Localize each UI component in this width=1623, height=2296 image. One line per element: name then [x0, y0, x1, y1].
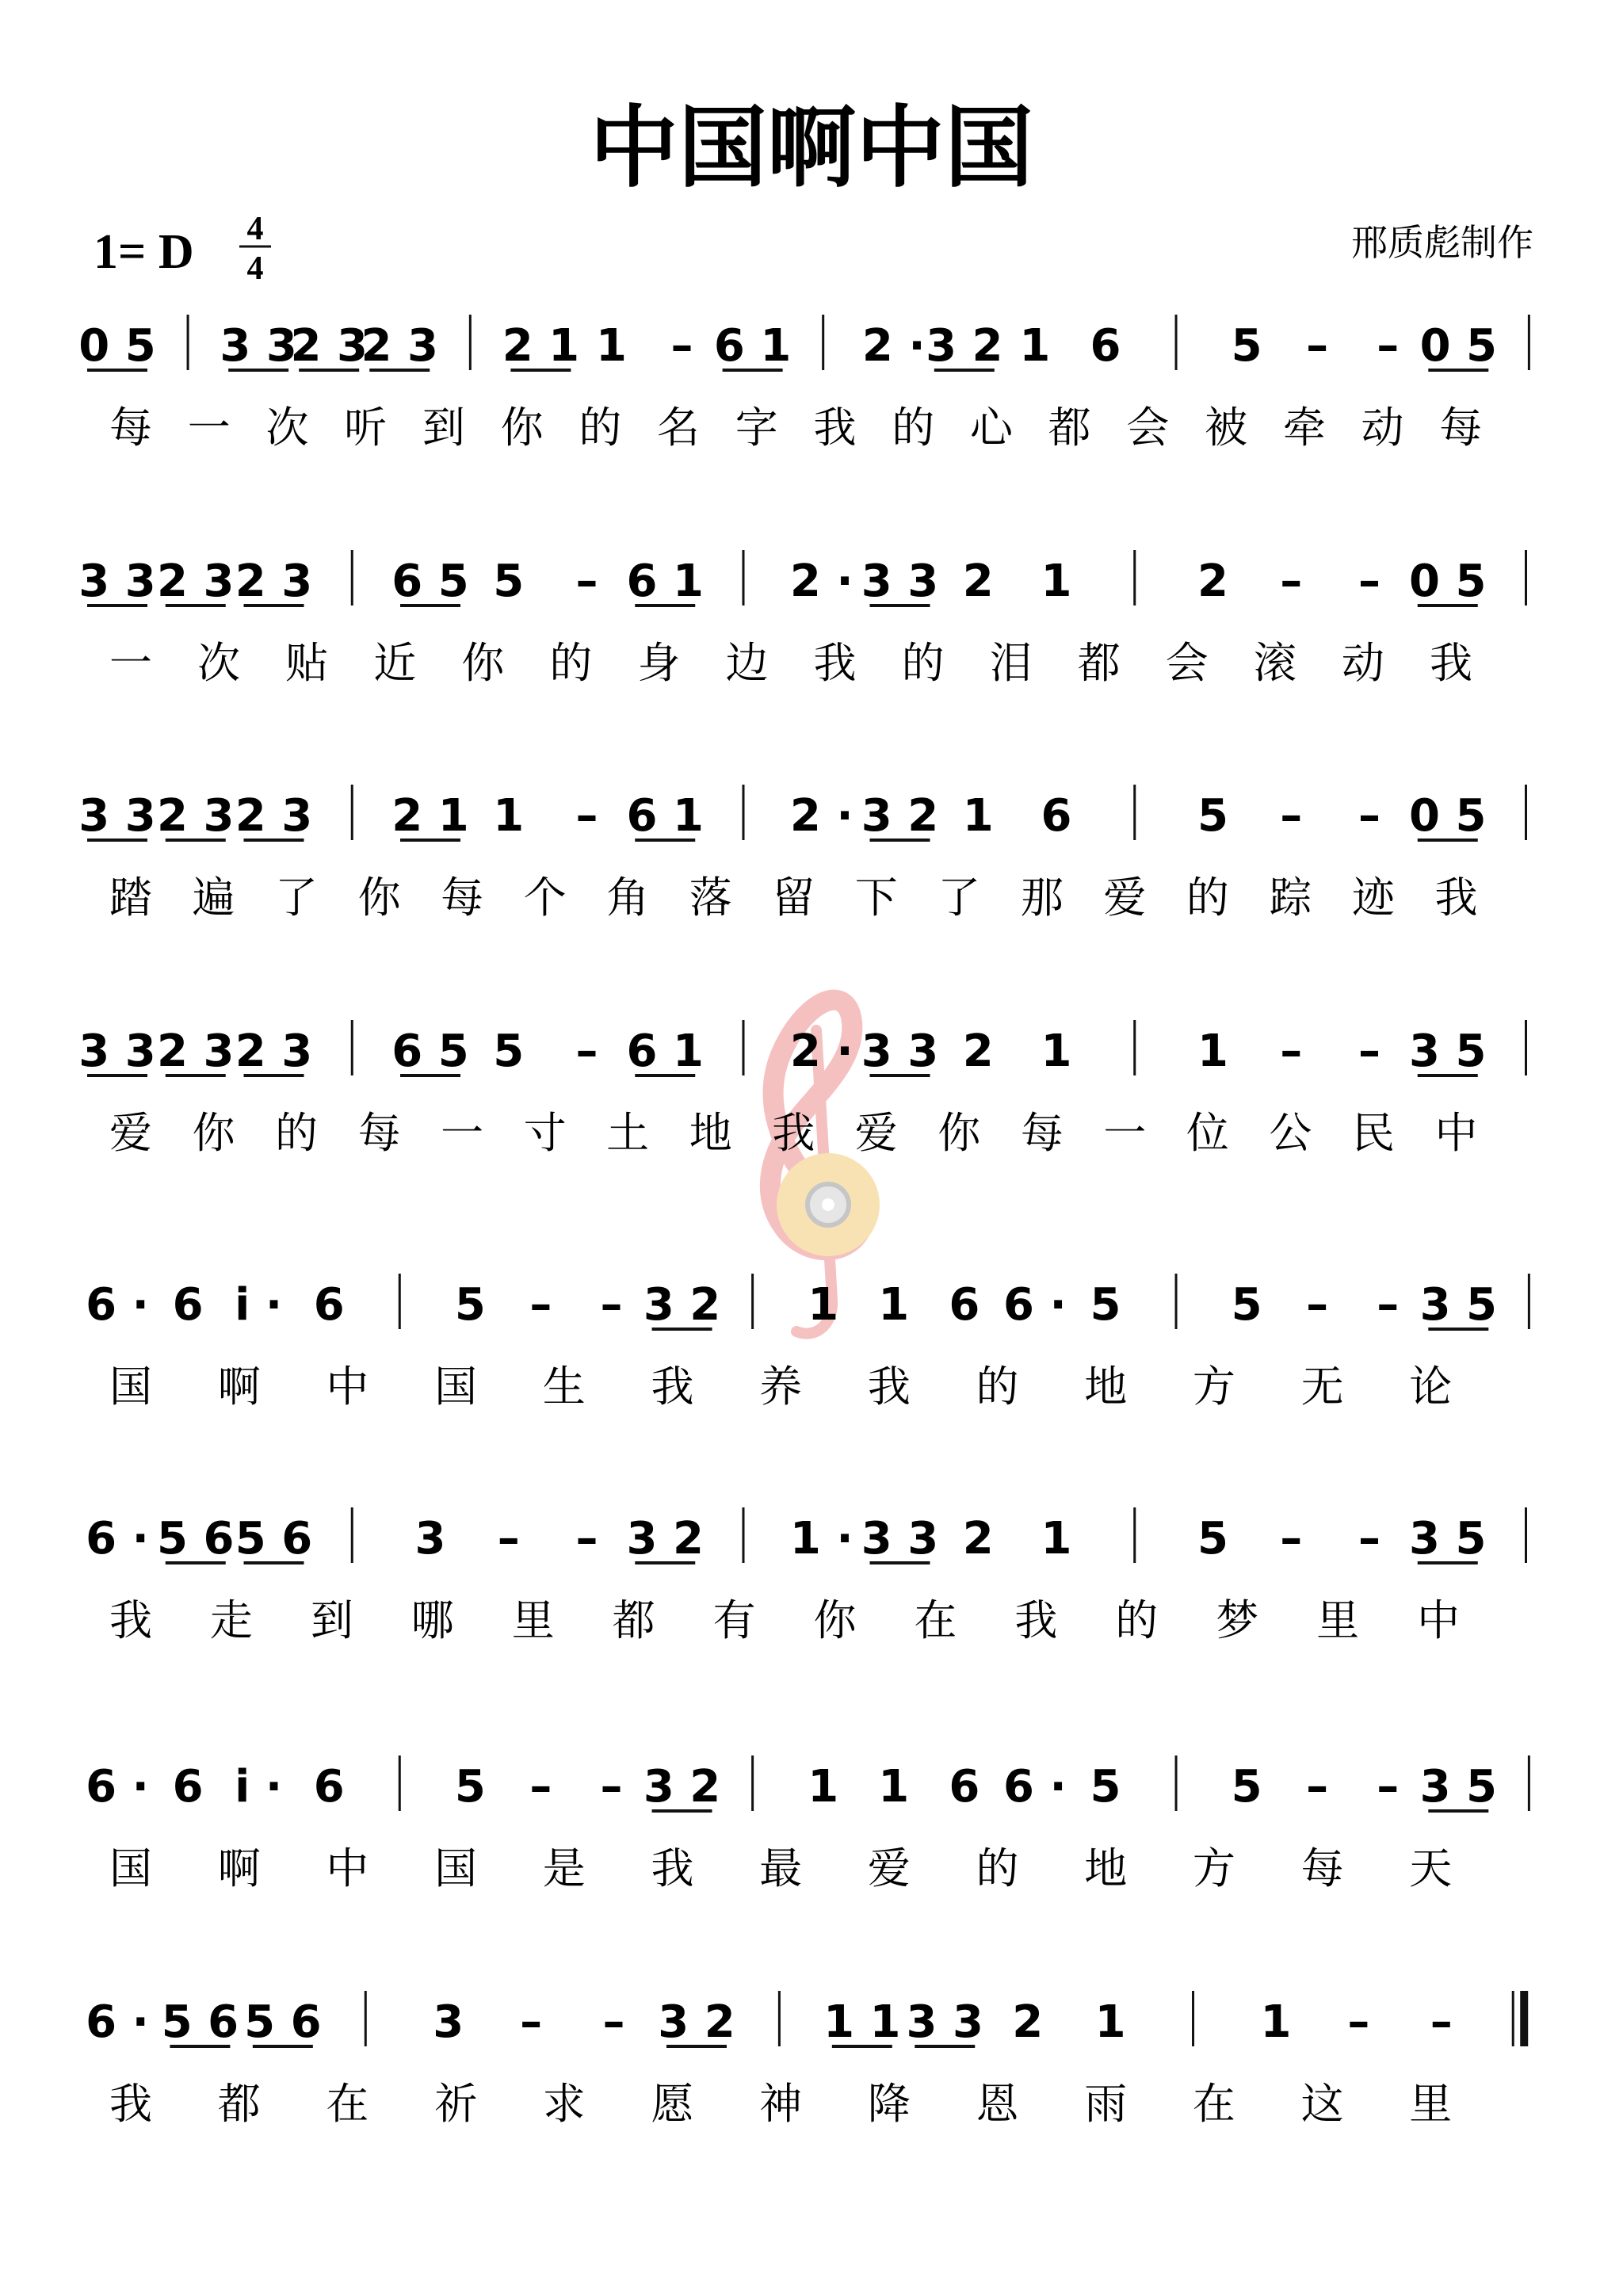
lyric-char: 在 [1192, 2079, 1235, 2129]
note: 1 [878, 1279, 910, 1331]
note-dash: – [1306, 1279, 1329, 1331]
note: 2 [1197, 556, 1228, 607]
note-dash: – [1306, 320, 1329, 372]
note-dash: – [1377, 1279, 1400, 1331]
lyric-char: 国 [109, 1843, 152, 1893]
lyric-char: 会 [1165, 638, 1209, 688]
lyric-char: 那 [1020, 873, 1064, 923]
note: 2 [962, 1513, 994, 1564]
note: 3 [414, 1513, 446, 1564]
note-dash: – [1358, 790, 1381, 842]
lyric-char: 心 [969, 403, 1013, 453]
lyric-char: 里 [511, 1595, 555, 1645]
lyric-char: 民 [1351, 1108, 1395, 1158]
score-system [78, 315, 1529, 453]
note-dash: – [602, 1996, 625, 2048]
note: 3 3 [861, 1513, 939, 1564]
note: 2 3 [235, 1026, 313, 1077]
note: 5 [1231, 1279, 1262, 1331]
note: 2 · [789, 790, 854, 842]
note: 2 3 [157, 556, 235, 607]
note-dash: – [1358, 1513, 1381, 1564]
lyric-char: 一 [109, 638, 152, 688]
lyric-char: 都 [217, 2079, 261, 2129]
note-dash: – [1280, 1513, 1303, 1564]
lyric-char: 动 [1361, 403, 1404, 453]
lyric-char: 中 [326, 1843, 369, 1893]
lyric-char: 名 [657, 403, 701, 453]
note: 6 · [86, 1761, 149, 1813]
lyric-char: 身 [637, 638, 681, 688]
score-system [86, 1755, 1529, 1893]
lyric-char: 到 [310, 1595, 353, 1645]
score-system [86, 1991, 1524, 2129]
lyric-char: 养 [759, 1362, 803, 1412]
lyric-char: 位 [1186, 1108, 1229, 1158]
note: 0 5 [78, 320, 156, 372]
score-system [86, 1274, 1529, 1412]
lyric-char: 每 [1300, 1843, 1344, 1893]
note: 6 · [86, 1996, 149, 2048]
note-dash: – [1377, 320, 1400, 372]
lyric-char: 的 [579, 403, 622, 453]
note: 1 [1197, 1026, 1228, 1077]
note: 5 [1197, 790, 1228, 842]
lyric-char: 我 [651, 1843, 694, 1893]
note: 3 3 [78, 790, 156, 842]
lyric-char: 动 [1341, 638, 1384, 688]
note: 6 [1090, 320, 1121, 372]
lyric-char: 我 [772, 1108, 815, 1158]
note: 3 3 [78, 556, 156, 607]
lyric-char: 你 [813, 1595, 857, 1645]
note-dash: – [529, 1761, 552, 1813]
score-system [78, 550, 1526, 688]
note-dash: – [1347, 1996, 1370, 2048]
note: 5 [1231, 320, 1262, 372]
lyric-char: 恩 [976, 2079, 1019, 2129]
note: 5 6 [157, 1513, 235, 1564]
note: 3 3 [861, 1026, 939, 1077]
note: 1 [808, 1279, 839, 1331]
lyric-char: 迹 [1351, 873, 1395, 923]
key-signature: 1= D [94, 225, 194, 279]
note: 6 · [1003, 1279, 1067, 1331]
note: 6 [949, 1761, 980, 1813]
note: 1 [808, 1761, 839, 1813]
lyric-char: 国 [434, 1843, 478, 1893]
note: 3 2 [626, 1513, 704, 1564]
lyric-char: 了 [275, 873, 319, 923]
note: 6 [172, 1761, 204, 1813]
lyric-char: 都 [1048, 403, 1091, 453]
note: 1 [962, 790, 994, 842]
lyric-char: 留 [772, 873, 815, 923]
note: 5 [1231, 1761, 1262, 1813]
note: 1 · [789, 1513, 854, 1564]
note: 5 6 [161, 1996, 239, 2048]
note: 3 3 [78, 1026, 156, 1077]
note-dash: – [575, 1513, 598, 1564]
lyric-char: 每 [1020, 1108, 1064, 1158]
lyric-char: 滚 [1253, 638, 1296, 688]
note: 2 3 [235, 556, 313, 607]
note: 3 2 [861, 790, 939, 842]
lyric-char: 的 [549, 638, 593, 688]
note: 6 1 [713, 320, 792, 372]
note: 6 1 [626, 556, 704, 607]
note: 5 [493, 1026, 525, 1077]
note-dash: – [497, 1513, 520, 1564]
lyric-char: 踪 [1269, 873, 1312, 923]
song-title: 中国啊中国 [590, 97, 1033, 200]
note: 2 1 [391, 790, 469, 842]
lyric-char: 啊 [217, 1843, 261, 1893]
lyric-char: 有 [712, 1595, 756, 1645]
note: 6 · [86, 1279, 149, 1331]
note: 6 [1041, 790, 1072, 842]
note: 5 [1090, 1761, 1121, 1813]
lyric-char: 我 [1014, 1595, 1058, 1645]
lyric-char: 我 [813, 638, 857, 688]
lyric-char: 祈 [434, 2079, 478, 2129]
note: 1 [1260, 1996, 1292, 2048]
note: 3 2 [643, 1761, 721, 1813]
note: 2 [1012, 1996, 1044, 2048]
lyric-char: 我 [651, 1362, 694, 1412]
lyric-char: 你 [461, 638, 505, 688]
note: 0 5 [1419, 320, 1498, 372]
lyric-char: 神 [759, 2079, 803, 2129]
note-dash: – [1358, 556, 1381, 607]
lyric-char: 爱 [867, 1843, 911, 1893]
lyric-char: 落 [689, 873, 732, 923]
arranger-credit: 邢质彪制作 [1351, 221, 1533, 264]
lyric-char: 雨 [1084, 2079, 1128, 2129]
note: 6 [949, 1279, 980, 1331]
lyric-char: 地 [689, 1108, 732, 1158]
lyric-char: 天 [1409, 1843, 1453, 1893]
lyric-char: 角 [606, 873, 650, 923]
time-signature [239, 211, 271, 287]
lyric-char: 近 [373, 638, 417, 688]
note: 2 [962, 1026, 994, 1077]
note-dash: – [1358, 1026, 1381, 1077]
lyric-char: 走 [209, 1595, 253, 1645]
note: 6 · [86, 1513, 149, 1564]
note-dash: – [575, 790, 598, 842]
lyric-char: 你 [192, 1108, 235, 1158]
note: 2 3 [290, 320, 368, 372]
lyric-char: 我 [1434, 873, 1478, 923]
lyric-char: 地 [1084, 1843, 1128, 1893]
note: 6 [313, 1761, 345, 1813]
lyric-char: 里 [1409, 2079, 1453, 2129]
note-dash: – [1377, 1761, 1400, 1813]
lyric-char: 的 [901, 638, 945, 688]
lyric-char: 公 [1269, 1108, 1312, 1158]
lyric-char: 字 [735, 403, 778, 453]
lyric-char: 每 [109, 403, 152, 453]
lyric-char: 最 [759, 1843, 803, 1893]
lyric-char: 一 [187, 403, 231, 453]
note: 5 [1090, 1279, 1121, 1331]
lyric-char: 地 [1084, 1362, 1128, 1412]
lyric-char: 被 [1205, 403, 1248, 453]
lyric-char: 里 [1316, 1595, 1360, 1645]
lyric-char: 次 [197, 638, 241, 688]
lyric-char: 听 [344, 403, 388, 453]
note: i · [235, 1279, 283, 1331]
lyric-char: 我 [1429, 638, 1472, 688]
score-system [78, 1020, 1526, 1158]
lyric-char: 到 [422, 403, 465, 453]
lyric-char: 这 [1300, 2079, 1344, 2129]
note: 2 3 [157, 1026, 235, 1077]
note-dash: – [529, 1279, 552, 1331]
note: 2 · [861, 320, 926, 372]
lyric-char: 下 [854, 873, 898, 923]
lyric-char: 我 [867, 1362, 911, 1412]
note: 1 1 [823, 1996, 901, 2048]
note: 3 5 [1409, 1026, 1487, 1077]
lyric-char: 方 [1192, 1843, 1235, 1893]
note: 5 [1197, 1513, 1228, 1564]
note: 3 3 [220, 320, 297, 372]
lyric-char: 寸 [523, 1108, 567, 1158]
note: 6 1 [626, 790, 704, 842]
lyric-char: 你 [500, 403, 544, 453]
lyric-char: 在 [326, 2079, 369, 2129]
lyric-char: 降 [867, 2079, 911, 2129]
lyric-char: 我 [813, 403, 857, 453]
lyric-char: 哪 [411, 1595, 454, 1645]
score-system [86, 1507, 1526, 1645]
lyric-char: 牵 [1282, 403, 1326, 453]
lyric-char: 国 [109, 1362, 152, 1412]
note: 3 5 [1419, 1761, 1498, 1813]
note: 5 6 [244, 1996, 322, 2048]
note: 5 6 [235, 1513, 313, 1564]
note-dash: – [1280, 790, 1303, 842]
note: 6 [313, 1279, 345, 1331]
lyric-char: 在 [914, 1595, 957, 1645]
time-signature-bottom: 4 [246, 250, 264, 287]
lyric-char: 的 [976, 1362, 1019, 1412]
lyric-char: 愿 [651, 2079, 694, 2129]
note: 6 5 [391, 1026, 469, 1077]
note: 0 5 [1409, 556, 1487, 607]
lyric-char: 求 [542, 2079, 586, 2129]
lyric-char: 生 [542, 1362, 586, 1412]
lyric-char: 爱 [109, 1108, 152, 1158]
lyric-char: 都 [612, 1595, 655, 1645]
note-dash: – [600, 1761, 623, 1813]
lyric-char: 一 [1103, 1108, 1147, 1158]
note-dash: – [1280, 556, 1303, 607]
lyric-char: 每 [1439, 403, 1483, 453]
note: 3 3 [861, 556, 939, 607]
lyric-char: 踏 [109, 873, 152, 923]
lyric-char: 爱 [1103, 873, 1147, 923]
lyric-char: 你 [938, 1108, 981, 1158]
note-dash: – [575, 556, 598, 607]
note: 2 [962, 556, 994, 607]
note-dash: – [575, 1026, 598, 1077]
lyric-char: 都 [1077, 638, 1121, 688]
lyric-char: 的 [892, 403, 935, 453]
lyric-char: 你 [357, 873, 401, 923]
lyric-char: 一 [441, 1108, 484, 1158]
note: 3 2 [643, 1279, 721, 1331]
lyric-char: 中 [326, 1362, 369, 1412]
lyric-char: 土 [606, 1108, 650, 1158]
note: 2 3 [235, 790, 313, 842]
note-dash: – [1430, 1996, 1453, 2048]
score-system [78, 785, 1526, 923]
note: 3 5 [1409, 1513, 1487, 1564]
note: 1 [878, 1761, 910, 1813]
note: 5 [454, 1279, 486, 1331]
note-dash: – [1306, 1761, 1329, 1813]
lyric-char: 的 [1186, 873, 1229, 923]
lyric-char: 方 [1192, 1362, 1235, 1412]
lyric-char: 泪 [989, 638, 1033, 688]
lyric-char: 中 [1417, 1595, 1461, 1645]
note: 2 3 [361, 320, 438, 372]
lyric-char: 次 [265, 403, 309, 453]
time-signature-top: 4 [246, 211, 264, 247]
note: 1 [1041, 1513, 1072, 1564]
lyric-char: 爱 [854, 1108, 898, 1158]
lyric-char: 了 [938, 873, 981, 923]
note-dash: – [1280, 1026, 1303, 1077]
lyric-char: 的 [976, 1843, 1019, 1893]
note: 3 [433, 1996, 464, 2048]
lyric-char: 我 [109, 1595, 152, 1645]
note: 5 [454, 1761, 486, 1813]
lyric-char: 论 [1409, 1362, 1453, 1412]
lyric-char: 每 [357, 1108, 401, 1158]
lyric-char: 无 [1300, 1362, 1344, 1412]
note: 3 5 [1419, 1279, 1498, 1331]
note: 2 · [789, 556, 854, 607]
note: 3 3 [906, 1996, 983, 2048]
note: 0 5 [1409, 790, 1487, 842]
note: 6 · [1003, 1761, 1067, 1813]
lyric-char: 贴 [285, 638, 329, 688]
note: 6 [172, 1279, 204, 1331]
lyric-char: 国 [434, 1362, 478, 1412]
lyric-char: 边 [725, 638, 769, 688]
lyric-char: 个 [523, 873, 567, 923]
lyric-char: 遍 [192, 873, 235, 923]
note: i · [235, 1761, 283, 1813]
note: 1 [595, 320, 627, 372]
lyric-char: 我 [109, 2079, 152, 2129]
lyric-char: 的 [275, 1108, 319, 1158]
lyric-char: 会 [1126, 403, 1170, 453]
note: 1 [1041, 1026, 1072, 1077]
note: 6 1 [626, 1026, 704, 1077]
note: 2 1 [502, 320, 580, 372]
lyric-char: 的 [1115, 1595, 1159, 1645]
lyric-char: 是 [542, 1843, 586, 1893]
lyric-char: 啊 [217, 1362, 261, 1412]
note: 1 [1019, 320, 1051, 372]
lyric-char: 梦 [1216, 1595, 1259, 1645]
note: 3 2 [926, 320, 1003, 372]
lyric-char: 每 [441, 873, 484, 923]
note: 1 [1094, 1996, 1126, 2048]
note: 2 3 [157, 790, 235, 842]
note-dash: – [670, 320, 693, 372]
note: 2 · [789, 1026, 854, 1077]
note: 1 [1041, 556, 1072, 607]
lyric-char: 中 [1434, 1108, 1478, 1158]
note: 1 [493, 790, 525, 842]
note: 5 [493, 556, 525, 607]
note-dash: – [600, 1279, 623, 1331]
note-dash: – [520, 1996, 543, 2048]
note: 6 5 [391, 556, 469, 607]
note: 3 2 [658, 1996, 735, 2048]
